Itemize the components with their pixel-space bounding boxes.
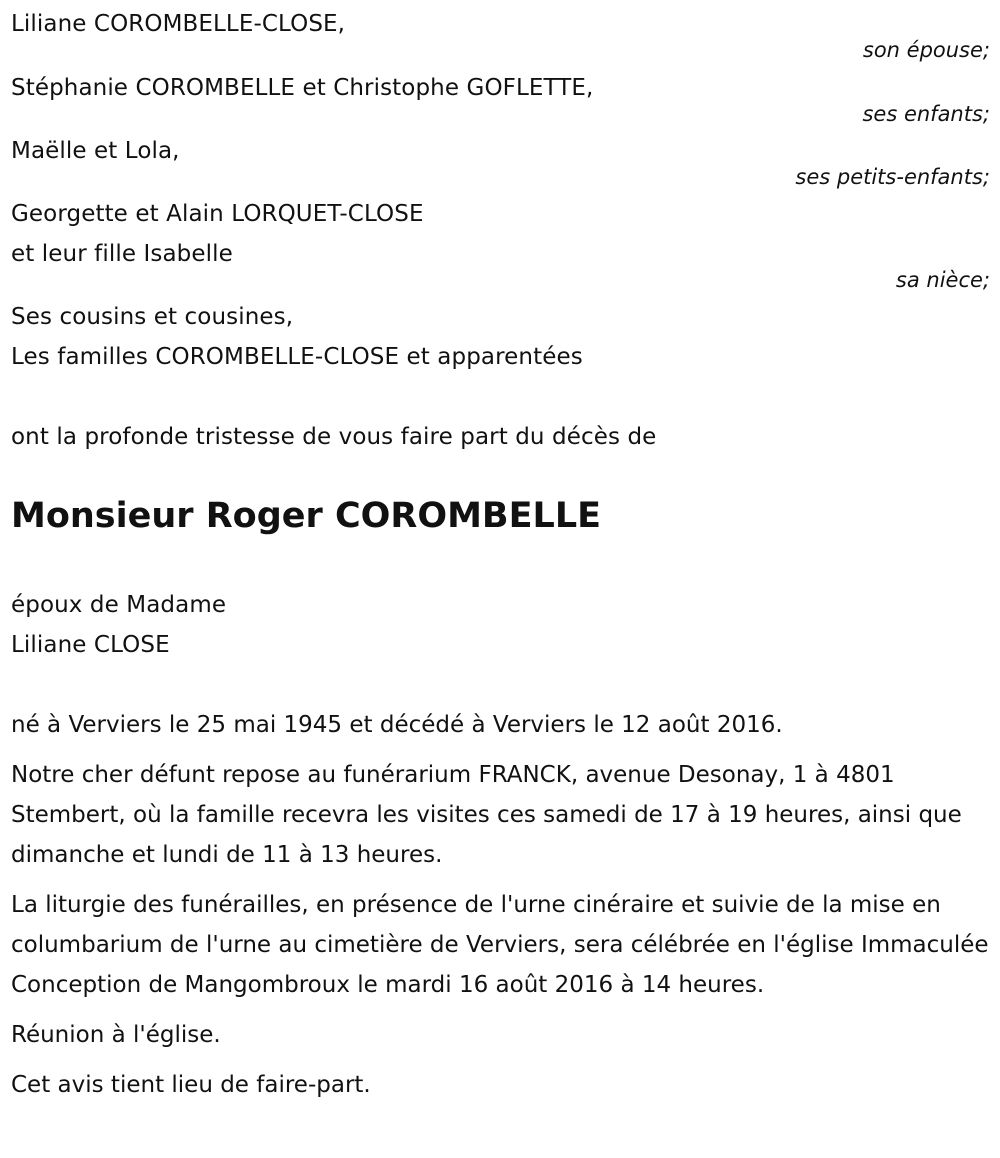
- family-names-line2: et leur fille Isabelle: [11, 241, 233, 267]
- family-entry-niece: [11, 194, 990, 292]
- birth-death-paragraph: né à Verviers le 25 mai 1945 et décédé à Verviers le 12 août 2016.: [11, 712, 783, 738]
- family-names: Stéphanie COROMBELLE et Christophe GOFLETTE,: [11, 75, 594, 101]
- other-relatives-line: Ses cousins et cousines,: [11, 304, 294, 330]
- spouse-block: [11, 585, 226, 665]
- other-relatives: [11, 297, 990, 377]
- family-names: Liliane COROMBELLE-CLOSE,: [11, 11, 346, 37]
- announcement-text: ont la profonde tristesse de vous faire part du décès de: [11, 424, 657, 450]
- other-relatives-line: Les familles COROMBELLE-CLOSE et apparentées: [11, 344, 583, 370]
- spouse-line: époux de Madame: [11, 592, 227, 618]
- family-relation: ses enfants;: [862, 102, 990, 126]
- family-relation: son épouse;: [862, 38, 990, 62]
- notice-paragraph: Cet avis tient lieu de faire-part.: [11, 1072, 371, 1098]
- funeral-paragraph: La liturgie des funérailles, en présence de l'urne cinéraire et suivie de la mise en columbarium de l'urne au cimetière de Verviers, sera célébrée en l'église Immaculée Conception de Mangombroux le mardi 16 août 2016 à 14 heures.: [11, 892, 989, 998]
- family-entry-grandchildren: [11, 131, 990, 189]
- family-entry-children: [11, 68, 990, 126]
- meeting-paragraph: Réunion à l'église.: [11, 1022, 221, 1048]
- family-relation: ses petits-enfants;: [795, 165, 990, 189]
- visitation-paragraph: Notre cher défunt repose au funérarium FRANCK, avenue Desonay, 1 à 4801 Stembert, où la famille recevra les visites ces samedi de 17 à 19 heures, ainsi que dimanche et lundi de 11 à 13 heures.: [11, 762, 962, 868]
- family-relation: sa nièce;: [895, 268, 990, 292]
- family-names: Maëlle et Lola,: [11, 138, 180, 164]
- deceased-name: Monsieur Roger COROMBELLE: [11, 496, 602, 536]
- family-entry-spouse: [11, 4, 990, 62]
- details-section: [11, 705, 990, 1105]
- family-names: Georgette et Alain LORQUET-CLOSE: [11, 201, 424, 227]
- spouse-line: Liliane CLOSE: [11, 632, 170, 658]
